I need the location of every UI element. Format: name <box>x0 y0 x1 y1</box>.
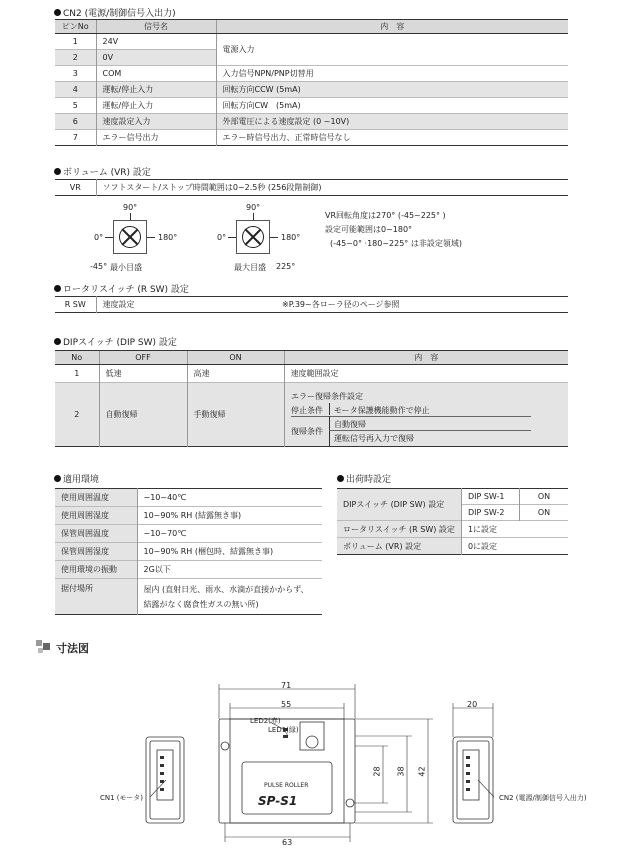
dimension-drawing <box>0 670 624 855</box>
dip-title: DIPスイッチ (DIP SW) 設定 <box>54 335 177 348</box>
brand-label: PULSE ROLLER <box>264 782 309 789</box>
rsw-table: R SW 速度設定 ※P.39~各ローラ径のページ参照 <box>55 296 568 313</box>
dip-table: No OFF ON 内 容 1 低速 高速 速度範囲設定 2 自動復帰 手動復帰 <box>55 350 568 447</box>
ship-table: DIPスイッチ (DIP SW) 設定 DIP SW-1 ON DIP SW-2 ON ロータリスイッチ (R SW) 設定 1に設定 ボリューム (VR) 設定 0に設定 <box>337 488 568 555</box>
env-title: 適用環境 <box>54 472 99 485</box>
model-label: SP-S1 <box>258 794 298 808</box>
ship-title: 出荷時設定 <box>337 472 391 485</box>
bullet-icon <box>337 475 344 482</box>
vr-knob-min <box>113 220 147 254</box>
power-desc: 電源入力 <box>216 34 568 66</box>
bullet-icon <box>54 338 61 345</box>
knob-icon <box>119 226 141 248</box>
bullet-icon <box>54 168 61 175</box>
dims-title: 寸法図 <box>36 640 89 656</box>
bullet-icon <box>54 9 61 16</box>
env-table: 使用周囲温度 −10~40℃ 使用周囲湿度 10~90% RH (結露無き事) 保管周囲温度 −10~70℃ 保管周囲湿度 10~90% RH (梱包時、結露無き事) 使用環境の振動 2G以下 据付場所 屋内 (直射日光、雨水、水滴が直接かからず、 結露がなく腐食性ガスの無い所) <box>55 488 322 615</box>
bullet-icon <box>54 285 61 292</box>
squares-icon <box>36 640 52 654</box>
rsw-title: ロータリスイッチ (R SW) 設定 <box>54 282 189 295</box>
cn2-table: ピンNo 信号名 内 容 1 24V 電源入力 2 0V 3 COM 入力信号NPN/PNP切替用 4 運転/停止入力 回転方向CCW (5mA) 5 運転/停止入力 回転方向CW (5mA) 6 速度設定入力 外部電圧による速度設定 (0 ~10V) 7 エラー信号出力 エラー時信号出力、正常時信号なし <box>55 19 568 146</box>
bullet-icon <box>54 475 61 482</box>
vr-knob-max <box>236 220 270 254</box>
cn2-title: CN2 (電源/制御信号入出力) <box>54 6 176 19</box>
knob-icon <box>242 226 264 248</box>
vr-title: ボリューム (VR) 設定 <box>54 165 151 178</box>
vr-table: VR ソフトスタート/ストップ時間範囲は0~2.5秒 (256段階制御) <box>55 179 568 196</box>
connector-pins <box>160 728 470 791</box>
